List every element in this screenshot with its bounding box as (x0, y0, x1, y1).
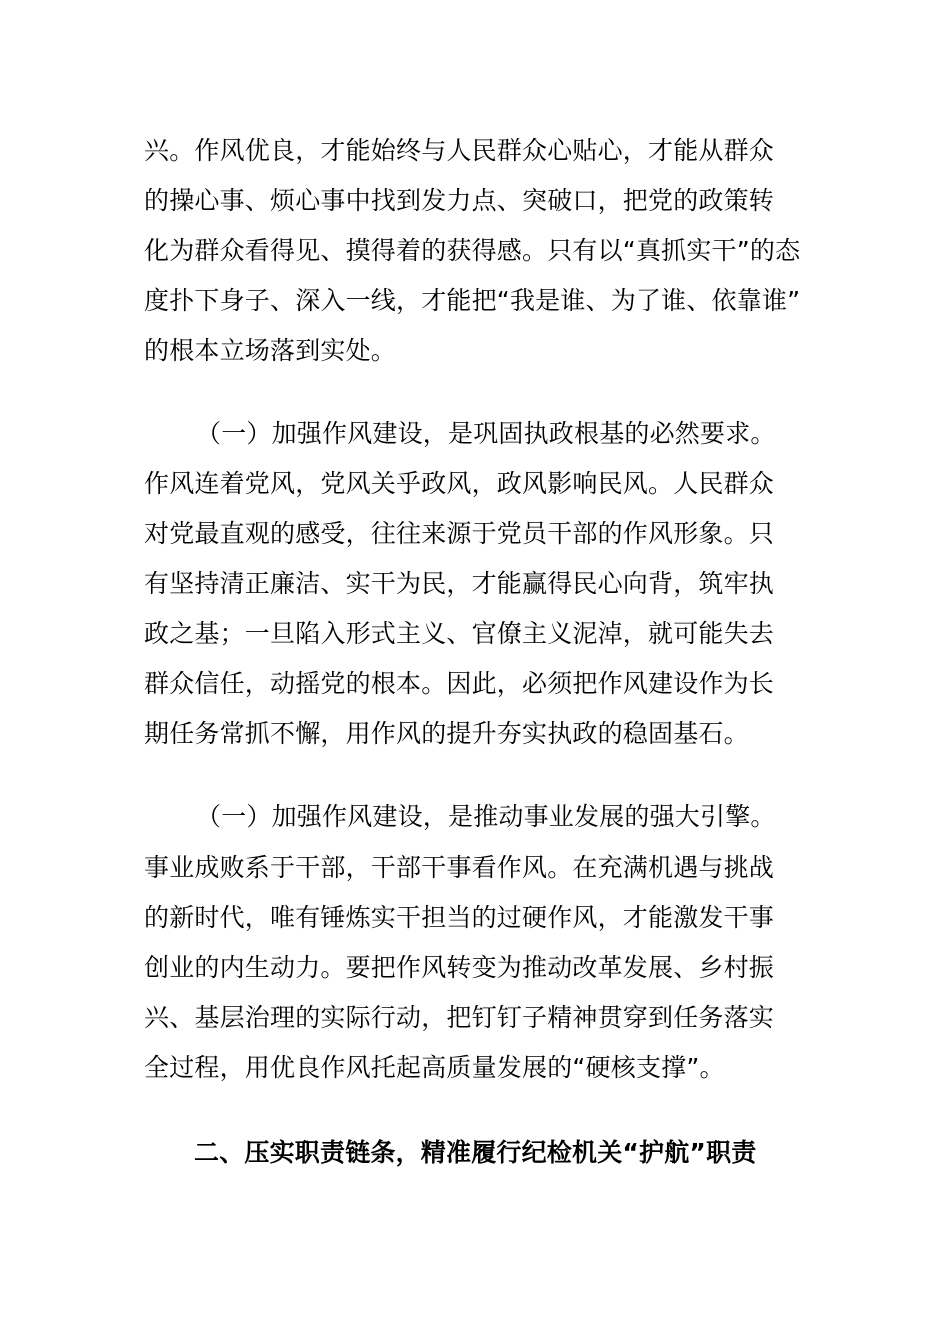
paragraph-line: 度扑下身子、深入一线，才能把“我是谁、为了谁、依靠谁” (144, 286, 801, 315)
section-heading: 二、压实职责链条，精准履行纪检机关“护航”职责 (194, 1138, 757, 1167)
paragraph-line: （一）加强作风建设，是巩固执政根基的必然要求。 (196, 419, 776, 448)
paragraph-line: 作风连着党风，党风关乎政风，政风影响民风。人民群众 (144, 469, 775, 498)
paragraph-line: 创业的内生动力。要把作风转变为推动改革发展、乡村振 (144, 953, 775, 982)
paragraph-line: 期任务常抓不懈，用作风的提升夯实执政的稳固基石。 (144, 719, 749, 748)
paragraph-line: 兴、基层治理的实际行动，把钉钉子精神贯穿到任务落实 (144, 1003, 775, 1032)
paragraph-line: 化为群众看得见、摸得着的获得感。只有以“真抓实干”的态 (144, 236, 801, 265)
paragraph-line: 对党最直观的感受，往往来源于党员干部的作风形象。只 (144, 519, 775, 548)
paragraph-line: 全过程，用优良作风托起高质量发展的“硬核支撑”。 (144, 1053, 725, 1082)
paragraph-line: 事业成败系于干部，干部干事看作风。在充满机遇与挑战 (144, 853, 775, 882)
paragraph-line: 的操心事、烦心事中找到发力点、突破口，把党的政策转 (144, 186, 775, 215)
paragraph-line: 的新时代，唯有锤炼实干担当的过硬作风，才能激发干事 (144, 903, 775, 932)
paragraph-line: 的根本立场落到实处。 (144, 336, 397, 365)
paragraph-line: 兴。作风优良，才能始终与人民群众心贴心，才能从群众 (144, 136, 775, 165)
paragraph-line: 有坚持清正廉洁、实干为民，才能赢得民心向背，筑牢执 (144, 569, 775, 598)
paragraph-line: 群众信任，动摇党的根本。因此，必须把作风建设作为长 (144, 669, 775, 698)
paragraph-line: （一）加强作风建设，是推动事业发展的强大引擎。 (196, 802, 776, 831)
paragraph-line: 政之基；一旦陷入形式主义、官僚主义泥淖，就可能失去 (144, 619, 775, 648)
